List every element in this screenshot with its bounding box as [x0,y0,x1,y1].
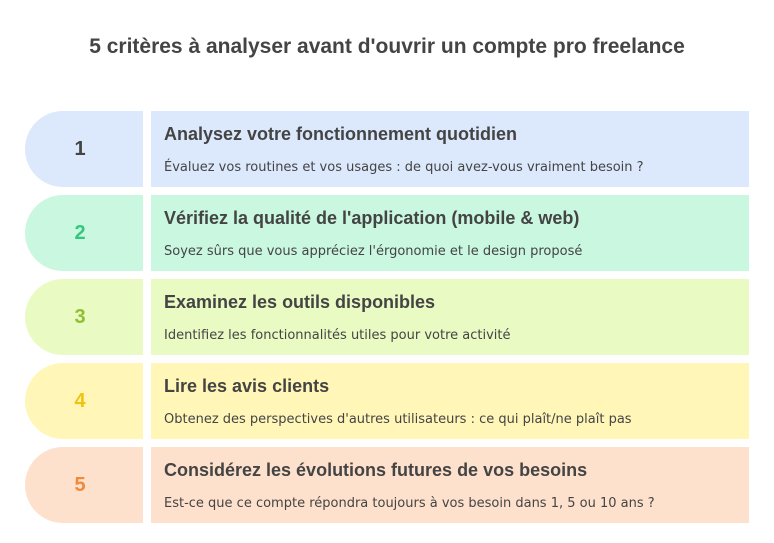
criterion-description: Est-ce que ce compte répondra toujours à vos besoin dans 1, 5 ou 10 ans ? [164,496,655,511]
criterion-content [151,195,749,271]
criterion-number-badge: 4 [25,363,143,439]
criterion-description: Identifiez les fonctionnalités utiles pour votre activité [164,328,511,343]
criterion-number-badge: 5 [25,447,143,523]
criterion-number-badge: 3 [25,279,143,355]
criterion-description: Soyez sûrs que vous appréciez l'érgonomie et le design proposé [164,244,583,259]
criterion-description: Obtenez des perspectives d'autres utilisateurs : ce qui plaît/ne plaît pas [164,412,632,427]
criterion-content [151,363,749,439]
infographic-title: 5 critères à analyser avant d'ouvrir un compte pro freelance [89,35,685,58]
criteria-list [25,111,749,531]
criterion-heading: Analysez votre fonctionnement quotidien [164,124,518,144]
criterion-content [151,447,749,523]
criterion-row-1 [25,111,749,187]
criterion-heading: Considérez les évolutions futures de vos besoins [164,460,588,480]
criterion-heading: Examinez les outils disponibles [164,292,436,312]
criterion-row-4 [25,363,749,439]
criterion-row-3 [25,279,749,355]
criterion-content [151,111,749,187]
criterion-heading: Vérifiez la qualité de l'application (mobile & web) [164,208,580,228]
criterion-number-badge: 2 [25,195,143,271]
criterion-heading: Lire les avis clients [164,376,330,396]
criterion-content [151,279,749,355]
criterion-number-badge: 1 [25,111,143,187]
criterion-description: Évaluez vos routines et vos usages : de quoi avez-vous vraiment besoin ? [164,160,644,175]
criterion-row-2 [25,195,749,271]
criterion-row-5 [25,447,749,523]
